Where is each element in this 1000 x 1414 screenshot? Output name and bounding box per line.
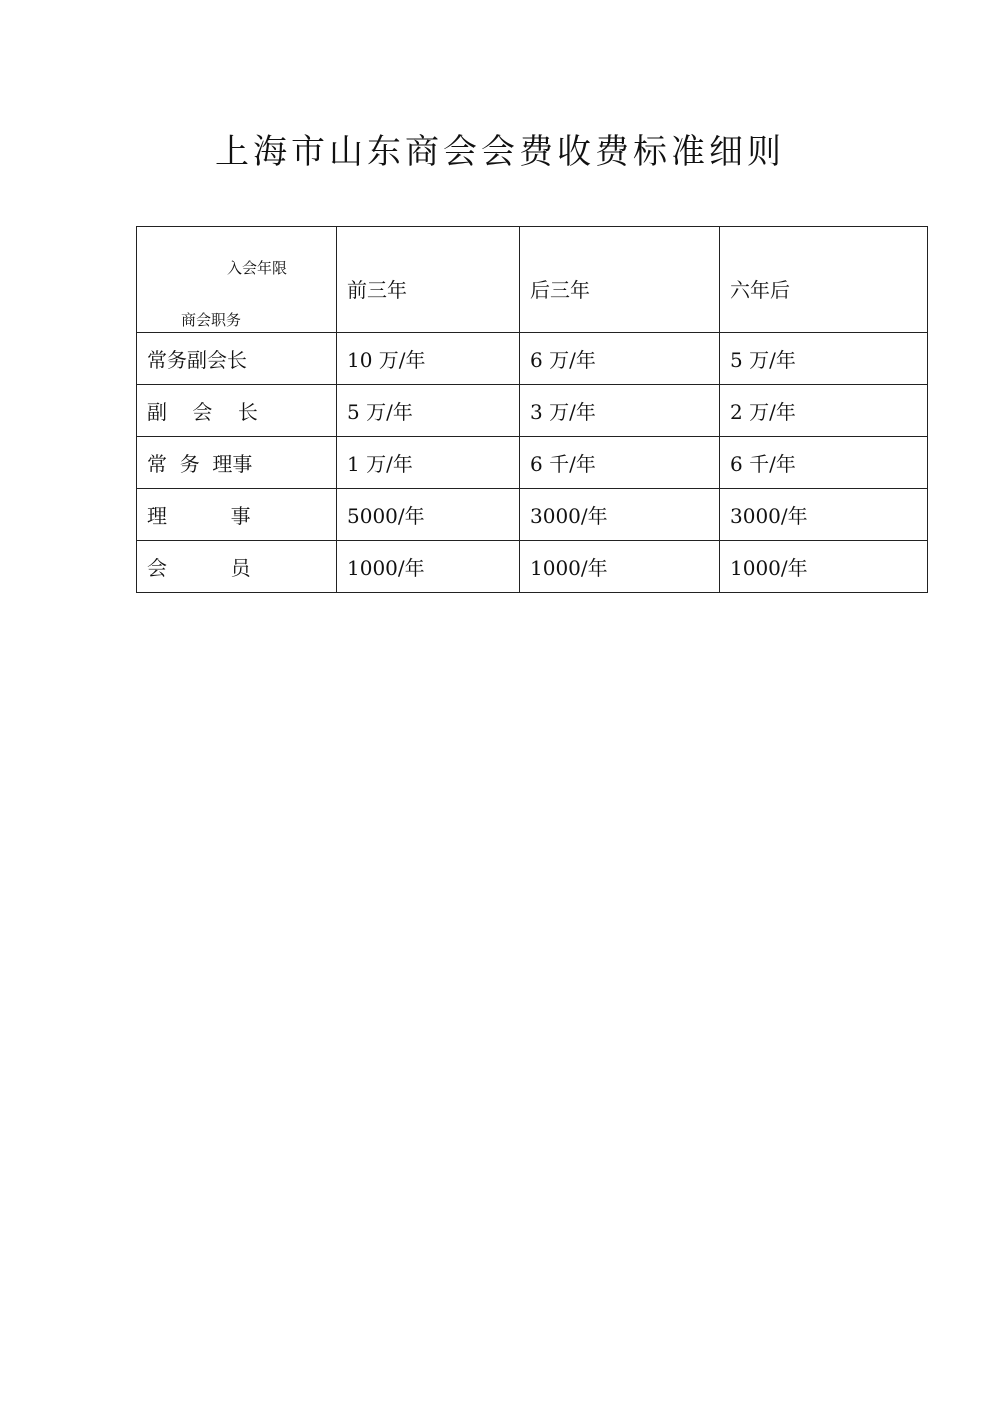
corner-label-membership-years: 入会年限 xyxy=(227,259,288,277)
column-header-label: 前三年 xyxy=(347,278,407,302)
fee-cell: 5000/年 xyxy=(337,489,520,541)
fee-cell: 3000/年 xyxy=(520,489,720,541)
column-header xyxy=(337,227,520,333)
table-header-row xyxy=(137,227,928,333)
column-header-label: 后三年 xyxy=(530,278,590,302)
table-row xyxy=(137,489,928,541)
role-cell: 理 事 xyxy=(137,489,337,541)
fee-cell: 5 万/年 xyxy=(720,333,928,385)
fee-cell: 1000/年 xyxy=(337,541,520,593)
corner-label-position: 商会职务 xyxy=(181,311,242,329)
fee-cell: 10 万/年 xyxy=(337,333,520,385)
role-cell: 会 员 xyxy=(137,541,337,593)
role-cell: 副 会 长 xyxy=(137,385,337,437)
table-row xyxy=(137,385,928,437)
role-cell: 常 务 理事 xyxy=(137,437,337,489)
column-header xyxy=(720,227,928,333)
table-row xyxy=(137,437,928,489)
fee-cell: 5 万/年 xyxy=(337,385,520,437)
fee-cell: 6 千/年 xyxy=(720,437,928,489)
column-header-label: 六年后 xyxy=(730,278,790,302)
corner-header-cell xyxy=(137,227,337,333)
fee-cell: 3000/年 xyxy=(720,489,928,541)
fee-cell: 1000/年 xyxy=(720,541,928,593)
fee-standard-table xyxy=(136,226,928,593)
fee-cell: 3 万/年 xyxy=(520,385,720,437)
table-row xyxy=(137,541,928,593)
table-row xyxy=(137,333,928,385)
fee-cell: 6 万/年 xyxy=(520,333,720,385)
fee-cell: 1000/年 xyxy=(520,541,720,593)
role-cell: 常务副会长 xyxy=(137,333,337,385)
page-title: 上海市山东商会会费收费标准细则 xyxy=(215,132,785,172)
fee-cell: 6 千/年 xyxy=(520,437,720,489)
fee-cell: 2 万/年 xyxy=(720,385,928,437)
fee-cell: 1 万/年 xyxy=(337,437,520,489)
column-header xyxy=(520,227,720,333)
